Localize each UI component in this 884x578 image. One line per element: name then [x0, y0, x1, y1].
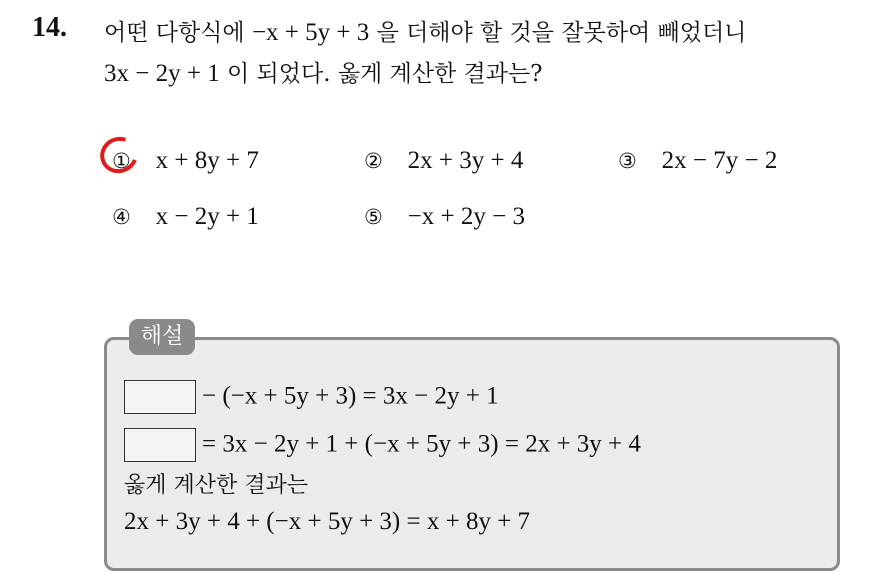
choice-number: ③	[618, 149, 637, 173]
choice-number: ⑤	[364, 205, 383, 229]
question-text-1b: 을 더해야 할 것을 잘못하여 빼었더니	[376, 20, 747, 46]
choice-expression: x − 2y + 1	[155, 203, 259, 230]
choice-3[interactable]	[618, 146, 777, 175]
choice-1[interactable]	[112, 146, 259, 175]
blank-box	[124, 380, 196, 414]
choice-number: ②	[364, 149, 383, 173]
blank-box	[124, 428, 196, 462]
choice-number: ④	[112, 205, 131, 229]
choice-5[interactable]	[364, 202, 525, 231]
choice-4[interactable]	[112, 202, 259, 231]
choice-expression: 2x − 7y − 2	[661, 147, 778, 174]
question-expression-1: −x + 5y + 3	[251, 19, 370, 46]
choice-2[interactable]	[364, 146, 523, 175]
solution-expression-4: 2x + 3y + 4 + (−x + 5y + 3) = x + 8y + 7	[124, 508, 531, 535]
solution-expression-1: − (−x + 5y + 3) = 3x − 2y + 1	[202, 382, 499, 410]
question-text-1: 어떤 다항식에	[104, 20, 245, 46]
solution-step-3: 옳게 계산한 결과는	[124, 473, 309, 498]
choice-expression: 2x + 3y + 4	[407, 147, 524, 174]
choice-number: ①	[112, 149, 131, 173]
solution-expression-2: = 3x − 2y + 1 + (−x + 5y + 3) = 2x + 3y + 4	[202, 430, 641, 458]
question-number: 14.	[32, 12, 67, 43]
question-text-2: 이 되었다. 옳게 계산한 결과는?	[227, 61, 543, 87]
question-expression-2: 3x − 2y + 1	[104, 60, 220, 87]
choice-expression: x + 8y + 7	[155, 147, 259, 174]
solution-step-1	[124, 380, 499, 414]
choice-expression: −x + 2y − 3	[407, 203, 525, 230]
solution-step-2	[124, 428, 641, 462]
solution-step-4	[124, 507, 530, 536]
question-line-2	[104, 55, 543, 88]
question-line-1	[104, 14, 746, 47]
solution-label: 해설	[129, 319, 195, 355]
